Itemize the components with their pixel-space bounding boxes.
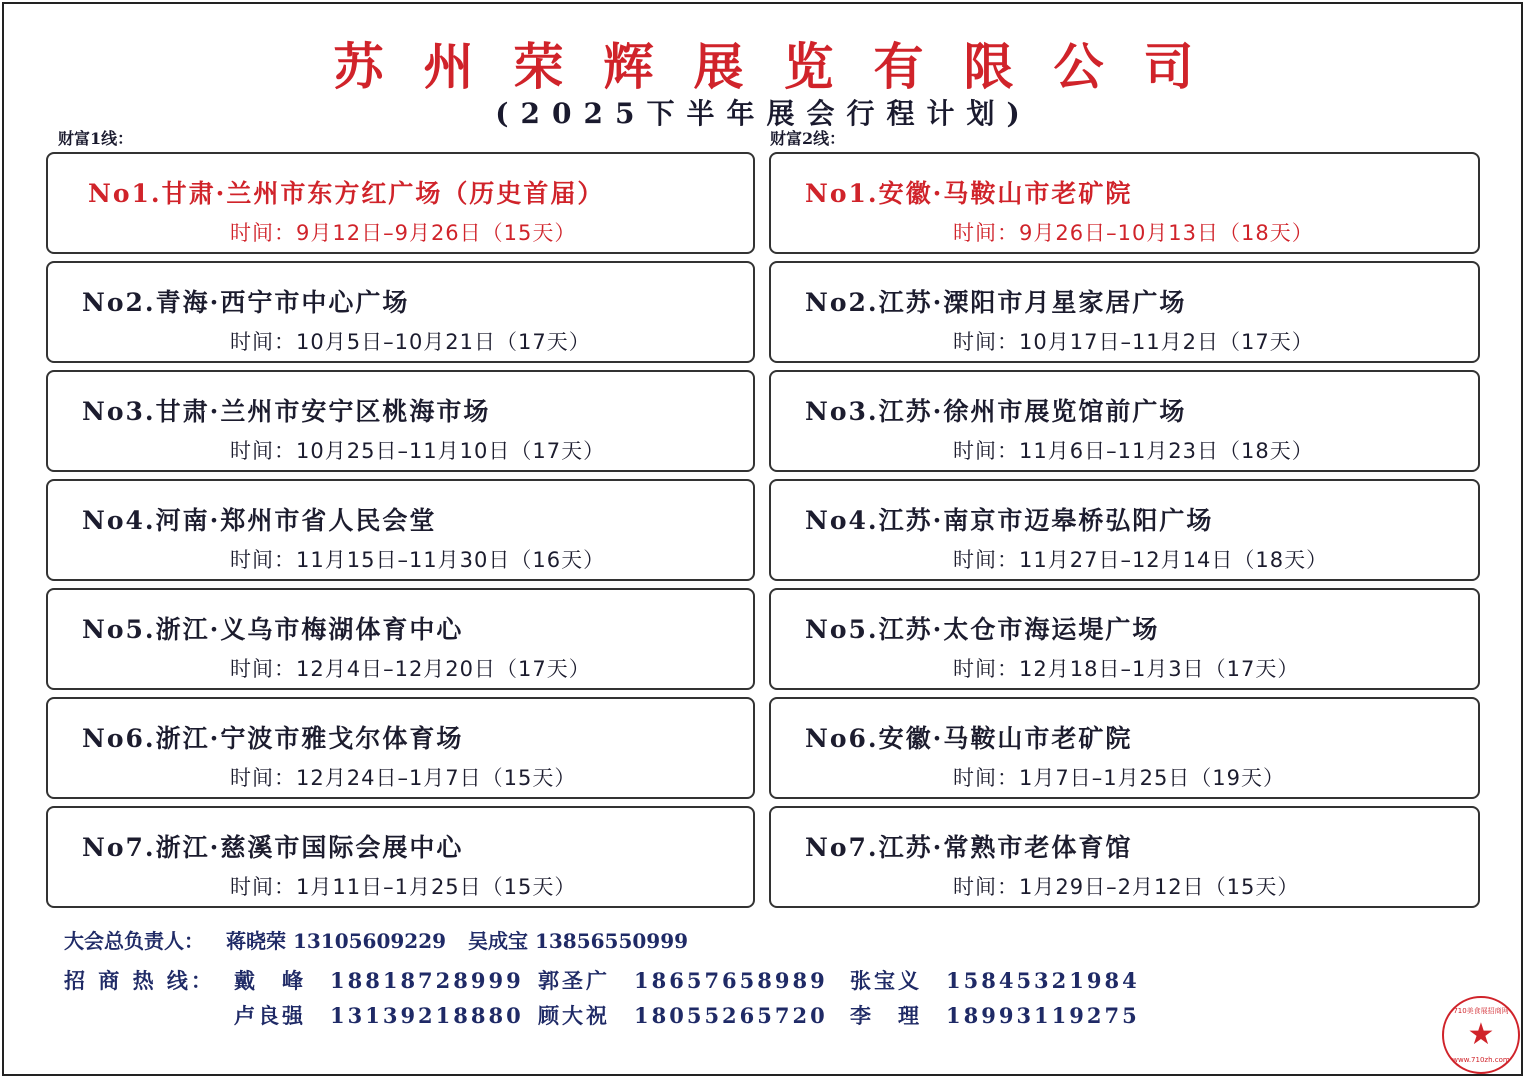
exhibition-time: 时间：12月4日–12月20日（17天） [230,657,591,681]
exhibition-time: 时间：10月17日–11月2日（17天） [953,330,1314,354]
title-char: 有 [873,37,924,96]
exhibition-name: No4.江苏·南京市迈皋桥弘阳广场 [805,506,1214,535]
line1-column [46,152,755,915]
title-char: 览 [783,37,834,96]
exhibition-name: No2.青海·西宁市中心广场 [82,288,410,317]
exhibition-time: 时间：10月25日–11月10日（17天） [230,439,606,463]
exhibition-card [769,370,1480,472]
exhibition-card [46,370,755,472]
exhibition-card [46,479,755,581]
schedule-subtitle: (2025下半年展会行程计划) [495,97,1032,130]
hotline-contact: 李 理 18993119275 [850,1003,1140,1028]
exhibition-time: 时间：9月12日–9月26日（15天） [230,221,577,245]
exhibition-name: No6.安徽·马鞍山市老矿院 [805,724,1133,753]
exhibition-name: No1.甘肃·兰州市东方红广场（历史首届） [88,179,605,208]
line1-label: 财富1线： [58,129,134,148]
exhibition-time: 时间：1月11日–1月25日（15天） [230,875,577,899]
exhibition-name: No3.江苏·徐州市展览馆前广场 [805,397,1187,426]
exhibition-time: 时间：1月29日–2月12日（15天） [953,875,1300,899]
title-char: 州 [423,37,474,96]
exhibition-time: 时间：11月27日–12月14日（18天） [953,548,1329,572]
general-manager-1: 蒋晓荣 13105609229 [226,929,447,953]
exhibition-name: No6.浙江·宁波市雅戈尔体育场 [82,724,464,753]
exhibition-card [46,697,755,799]
exhibition-time: 时间：11月6日–11月23日（18天） [953,439,1314,463]
exhibition-card [769,588,1480,690]
exhibition-name: No5.浙江·义乌市梅湖体育中心 [82,615,464,644]
exhibition-card [46,588,755,690]
exhibition-name: No5.江苏·太仓市海运堤广场 [805,615,1160,644]
exhibition-name: No3.甘肃·兰州市安宁区桃海市场 [82,397,491,426]
title-char: 公 [1053,37,1104,96]
exhibition-card [46,806,755,908]
exhibition-time: 时间：11月15日–11月30日（16天） [230,548,606,572]
title-char: 荣 [513,37,564,96]
company-title [0,24,1527,102]
hotline-contact: 张宝义 15845321984 [850,968,1140,993]
title-char: 苏 [333,37,384,96]
hotline-contact: 戴 峰 18818728999 [234,968,524,993]
exhibition-card [46,152,755,254]
exhibition-name: No1.安徽·马鞍山市老矿院 [805,179,1133,208]
exhibition-time: 时间：12月24日–1月7日（15天） [230,766,577,790]
title-char: 限 [963,37,1014,96]
exhibition-time: 时间：9月26日–10月13日（18天） [953,221,1314,245]
general-manager-label: 大会总负责人： [64,929,204,953]
hotline-label: 招 商 热 线： [64,968,215,993]
exhibition-name: No7.江苏·常熟市老体育馆 [805,833,1133,862]
exhibition-card [46,261,755,363]
line2-column [769,152,1480,915]
watermark-stamp [1442,996,1520,1074]
exhibition-time: 时间：10月5日–10月21日（17天） [230,330,591,354]
star-icon: ★ [1467,1017,1495,1052]
exhibition-card [769,806,1480,908]
title-char: 展 [693,37,744,96]
hotline-contact: 卢良强 13139218880 [234,1003,524,1028]
line2-label: 财富2线： [770,129,846,148]
exhibition-time: 时间：12月18日–1月3日（17天） [953,657,1300,681]
exhibition-card [769,261,1480,363]
exhibition-time: 时间：1月7日–1月25日（19天） [953,766,1286,790]
exhibition-card [769,479,1480,581]
hotline-contact: 顾大祝 18055265720 [538,1003,828,1028]
stamp-text: 710美食展招商网 [1453,1007,1509,1015]
exhibition-name: No4.河南·郑州市省人民会堂 [82,506,437,535]
exhibition-card [769,152,1480,254]
exhibition-name: No2.江苏·溧阳市月星家居广场 [805,288,1187,317]
hotline-contact: 郭圣广 18657658989 [538,968,828,993]
title-char: 司 [1143,37,1194,96]
stamp-url: www.710zh.com [1452,1056,1510,1064]
exhibition-card [769,697,1480,799]
title-char: 辉 [603,37,654,96]
exhibition-name: No7.浙江·慈溪市国际会展中心 [82,833,464,862]
general-manager-2: 吴成宝 13856550999 [468,929,689,953]
